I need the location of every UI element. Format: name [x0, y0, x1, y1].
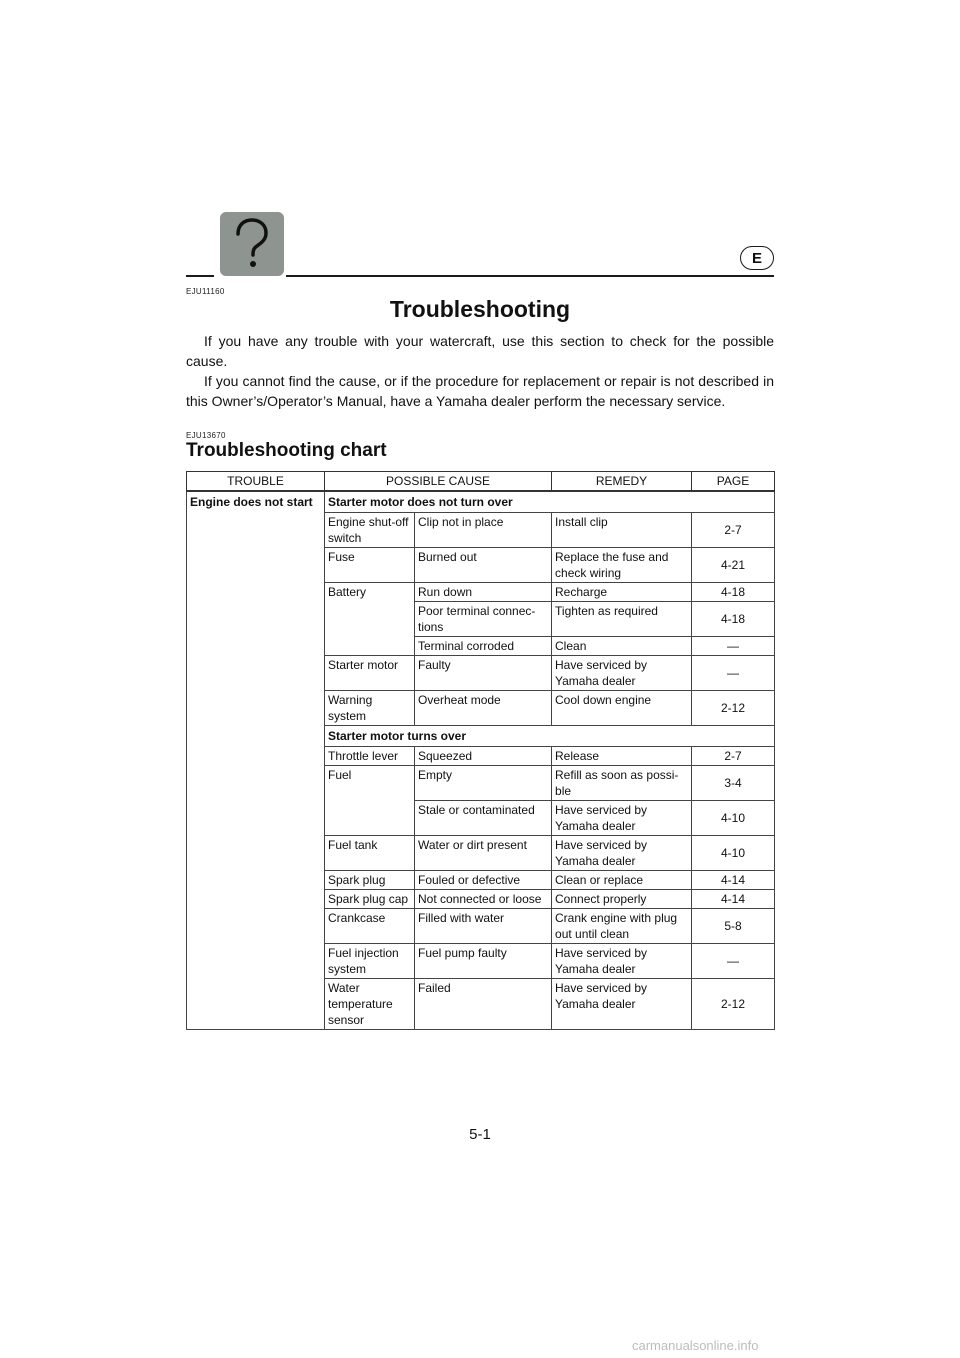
remedy-cell: Have serviced by Yamaha dealer — [552, 656, 692, 691]
remedy-cell: Release — [552, 747, 692, 766]
page-cell: 4-10 — [692, 836, 775, 871]
remedy-cell: Have serviced by Yamaha dealer — [552, 979, 692, 1030]
page-cell: 4-21 — [692, 548, 775, 583]
cause-cell: Run down — [415, 583, 552, 602]
intro-paragraph-2: If you cannot find the cause, or if the procedure for replacement or repair is not described in this Owner’s/Operator’s Manual, have a Yamaha dealer perform the necessary service. — [186, 373, 774, 409]
cause-cell: Overheat mode — [415, 691, 552, 726]
page-cell: — — [692, 637, 775, 656]
remedy-cell: Refill as soon as possi-ble — [552, 766, 692, 801]
header-page: PAGE — [692, 472, 775, 492]
chart-code: EJU13670 — [186, 431, 226, 440]
remedy-cell: Install clip — [552, 513, 692, 548]
page-cell: 2-12 — [692, 691, 775, 726]
cause-cell: Faulty — [415, 656, 552, 691]
cause-cell: Filled with water — [415, 909, 552, 944]
cause-cell: Squeezed — [415, 747, 552, 766]
page-cell: 4-10 — [692, 801, 775, 836]
part-cell: Throttle lever — [325, 747, 415, 766]
question-mark-icon — [220, 212, 284, 276]
remedy-cell: Have serviced by Yamaha dealer — [552, 801, 692, 836]
part-cell: Crankcase — [325, 909, 415, 944]
page-cell: 5-8 — [692, 909, 775, 944]
cause-cell: Terminal corroded — [415, 637, 552, 656]
remedy-cell: Have serviced by Yamaha dealer — [552, 836, 692, 871]
cause-cell: Fouled or defective — [415, 871, 552, 890]
header-cause: POSSIBLE CAUSE — [325, 472, 552, 492]
remedy-cell: Crank engine with plug out until clean — [552, 909, 692, 944]
cause-cell: Failed — [415, 979, 552, 1030]
page-cell: 4-14 — [692, 890, 775, 909]
intro-paragraph-1: If you have any trouble with your watercraft, use this section to check for the possible cause. — [186, 333, 774, 369]
header-trouble: TROUBLE — [187, 472, 325, 492]
header-rule-left — [186, 275, 214, 277]
section-title: Troubleshooting chart — [186, 440, 387, 461]
part-cell: Fuel tank — [325, 836, 415, 871]
watermark: carmanualsonline.info — [632, 1338, 759, 1353]
part-cell: Warning system — [325, 691, 415, 726]
part-cell: Fuse — [325, 548, 415, 583]
trouble-cell: Engine does not start — [187, 491, 325, 1030]
page-cell: 3-4 — [692, 766, 775, 801]
page-cell: 4-18 — [692, 583, 775, 602]
troubleshooting-table — [186, 471, 775, 1030]
remedy-cell: Cool down engine — [552, 691, 692, 726]
page-cell: — — [692, 656, 775, 691]
remedy-cell: Clean — [552, 637, 692, 656]
group-not-turn-over: Starter motor does not turn over — [325, 491, 775, 513]
page-cell: 2-12 — [692, 979, 775, 1030]
remedy-cell: Connect properly — [552, 890, 692, 909]
page-cell: 2-7 — [692, 747, 775, 766]
cause-cell: Not connected or loose — [415, 890, 552, 909]
remedy-cell: Clean or replace — [552, 871, 692, 890]
page-title: Troubleshooting — [389, 296, 571, 322]
section-code: EJU11160 — [186, 287, 225, 296]
header-rule-right — [286, 275, 774, 277]
part-cell: Starter motor — [325, 656, 415, 691]
cause-cell: Fuel pump faulty — [415, 944, 552, 979]
part-cell: Fuel injection system — [325, 944, 415, 979]
language-badge: E — [740, 246, 774, 270]
part-cell: Engine shut-off switch — [325, 513, 415, 548]
cause-cell: Burned out — [415, 548, 552, 583]
remedy-cell: Replace the fuse and check wiring — [552, 548, 692, 583]
cause-cell: Poor terminal connec-tions — [415, 602, 552, 637]
part-cell: Water temperature sensor — [325, 979, 415, 1030]
remedy-cell: Tighten as required — [552, 602, 692, 637]
part-cell: Spark plug — [325, 871, 415, 890]
group-turns-over: Starter motor turns over — [325, 726, 775, 747]
cause-cell: Water or dirt present — [415, 836, 552, 871]
remedy-cell: Have serviced by Yamaha dealer — [552, 944, 692, 979]
table-row — [187, 491, 775, 513]
part-cell: Spark plug cap — [325, 890, 415, 909]
page-cell: — — [692, 944, 775, 979]
page-cell: 2-7 — [692, 513, 775, 548]
cause-cell: Stale or contaminated — [415, 801, 552, 836]
cause-cell: Empty — [415, 766, 552, 801]
remedy-cell: Recharge — [552, 583, 692, 602]
part-cell: Battery — [325, 583, 415, 656]
table-header-row — [187, 472, 775, 492]
part-cell: Fuel — [325, 766, 415, 836]
page-number: 5-1 — [469, 1126, 491, 1143]
page-cell: 4-14 — [692, 871, 775, 890]
intro-text — [186, 331, 774, 411]
header-remedy: REMEDY — [552, 472, 692, 492]
cause-cell: Clip not in place — [415, 513, 552, 548]
page-cell: 4-18 — [692, 602, 775, 637]
